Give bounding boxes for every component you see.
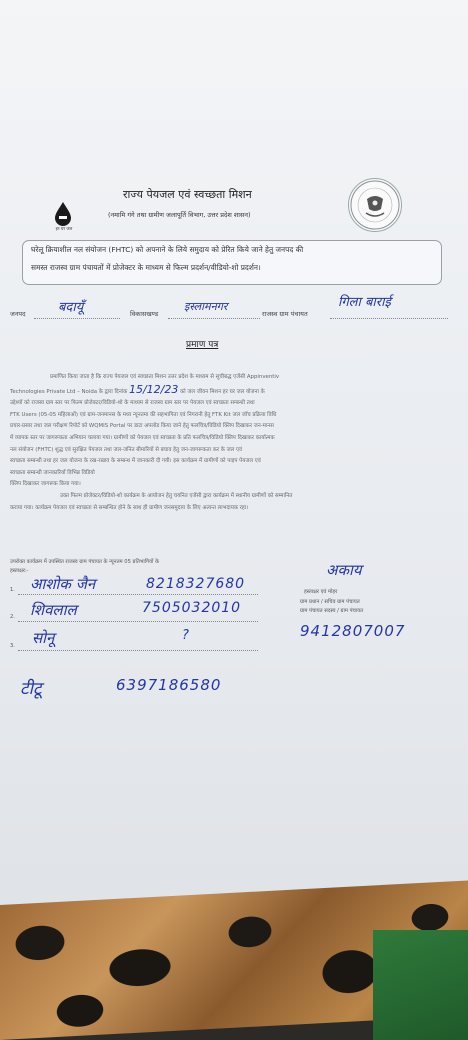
gram-panchayat-line <box>330 318 448 319</box>
participant-name: टीटू <box>20 679 42 699</box>
participant-phone: 8218327680 <box>146 576 246 592</box>
block-value: इस्लामनगर <box>184 300 228 313</box>
mission-subtitle: (नमामि गंगे तथा ग्रामीण जलापूर्ति विभाग, उत्तर प्रदेश शासन) <box>108 211 251 219</box>
programme-banner <box>22 240 442 285</box>
pradhan-signature: अकाय <box>326 561 362 579</box>
district-value: बदायूँ <box>58 300 84 315</box>
participant-name: आशोक जैन <box>30 575 96 593</box>
body-line: क्लिप दिखाकर जागरूक किया गया। <box>10 481 81 488</box>
block-label: विकासखण्ड <box>130 310 159 318</box>
member-label: ग्राम पंचायत सदस्य / ग्राम पंचायत <box>300 608 364 614</box>
participants-intro: उपरोक्त कार्यक्रम में उपस्थित राजस्व ग्राम पंचायत के न्यूनतम 05 प्रतिभागियों के <box>10 559 160 565</box>
body-line: उक्त फिल्म प्रोजेक्टर/विडियो-शो कार्यक्रम के आयोजन हेतु चयनित एजेंसी द्वारा कार्यक्रम में स्थानीय ग्रामीणों को सम्मानित <box>60 492 293 499</box>
pradhan-label: ग्राम प्रधान / सचिव ग्राम पंचायत <box>300 599 360 605</box>
participant-phone: ? <box>182 628 189 643</box>
certificate-heading: प्रमाण पत्र <box>186 340 219 350</box>
participant-phone: 7505032010 <box>142 600 242 616</box>
participant-name: शिवलाल <box>30 601 77 619</box>
entry-number: 2. <box>10 614 15 620</box>
gram-panchayat-label: राजस्व ग्राम पंचायत <box>262 310 308 318</box>
up-government-emblem <box>348 178 402 232</box>
body-line: में व्यापक स्तर पर जागरूकता अभियान चलाया गया। ग्रामीणों को पेयजल एवं स्वच्छता के प्रति फलचित्र/विडियो क्लिप दिखाकर कार्यात्मक <box>10 434 275 441</box>
body-line: स्वच्छता सम्बन्धी तथा हर जल योजना के रख-रखाव के सम्बन्ध में जानकारी दी गयी। इस कार्यक्रम में ग्रामीणों को पाइप पेयजल एवं <box>10 458 261 465</box>
participant-phone: 6397186580 <box>116 676 222 694</box>
mission-title: राज्य पेयजल एवं स्वच्छता मिशन <box>123 188 252 201</box>
body-line: FTK Users (05-05 महिलाओं) एवं ग्राम-जनमानस के मध्य न्यूनतमा की सहभागिता एवं निगरानी हेतु FTK Kit जल जाँच प्रक्रिया विधि <box>10 411 277 418</box>
banner-line-1: घरेलू क्रियाशील नल संयोजन (FHTC) को अपनाने के लिये समुदाय को प्रेरित किये जाने हेतु जनपद की <box>31 245 304 254</box>
signature-line <box>18 650 258 651</box>
body-line: Technologies Private Ltd – Noida के द्वारा दिनांक 15/12/23 को जल जीवन मिशन हर घर जल योजना के <box>10 383 265 396</box>
signature-line <box>18 621 258 622</box>
body-line: कराया गया। कार्यक्रम पेयजल एवं स्वच्छता से सम्बन्धित होने के साथ ही ग्रामीण जनसमुदाय के लिए अत्यन्त लाभदायक रहा। <box>10 504 249 511</box>
body-line: नल संयोजन (FHTC) शुद्ध एवं सुरक्षित पेयजल तथा जल-जनित बीमारियों से बचाव हेतु जन-जागरूकता कर के जल एवं <box>10 446 242 453</box>
body-line: प्रमाणित किया जाता है कि राज्य पेयजल एवं स्वच्छता मिशन उत्तर प्रदेश के माध्यम से सूचीबद्ध एजेंसी Appinventiv <box>50 374 280 380</box>
sign-seal-label: हस्ताक्षर एवं मोहर <box>304 589 338 595</box>
district-line <box>34 318 120 319</box>
date-value: 15/12/23 <box>128 383 179 396</box>
background-green-cloth <box>373 930 468 1040</box>
logo-caption: हर घर जल <box>55 226 73 231</box>
block-line <box>168 318 260 319</box>
jal-jeevan-mission-logo <box>50 200 76 226</box>
participants-intro-2: हस्ताक्षर:- <box>10 568 29 574</box>
body-line: प्रचार-प्रसार तथा जल परीक्षण रिपोर्ट को WQMIS Portal पर डाटा अपलोड किया जाने हेतु फलचित्र/विडियो क्लिप दिखाकर जन-मानस <box>10 423 274 430</box>
entry-number: 3. <box>10 643 15 649</box>
entry-number: 1. <box>10 587 15 593</box>
district-label: जनपद <box>10 310 26 318</box>
signature-line <box>18 594 258 595</box>
participant-phone-alt: 9412807007 <box>300 622 406 640</box>
gram-panchayat-value: गिला बाराई <box>338 295 391 310</box>
body-line: स्वच्छता सम्बन्धी जानकारियाँ विभिन्न विडियो <box>10 469 95 476</box>
participant-name: सोनू <box>32 629 55 647</box>
body-line: उद्देश्यों को राजस्व ग्राम स्तर पर फिल्म प्रोजेक्टर/विडियो-शो के माध्यम से राजस्व ग्राम स्तर पर पेयजल एवं स्वच्छता सम्बन्धी तथा <box>10 400 255 407</box>
certificate-body <box>10 372 430 514</box>
banner-line-2: समस्त राजस्व ग्राम पंचायतों में प्रोजेक्टर के माध्यम से फिल्म प्रदर्शन/वीडियो-शो प्रदर्शन। <box>31 263 261 272</box>
